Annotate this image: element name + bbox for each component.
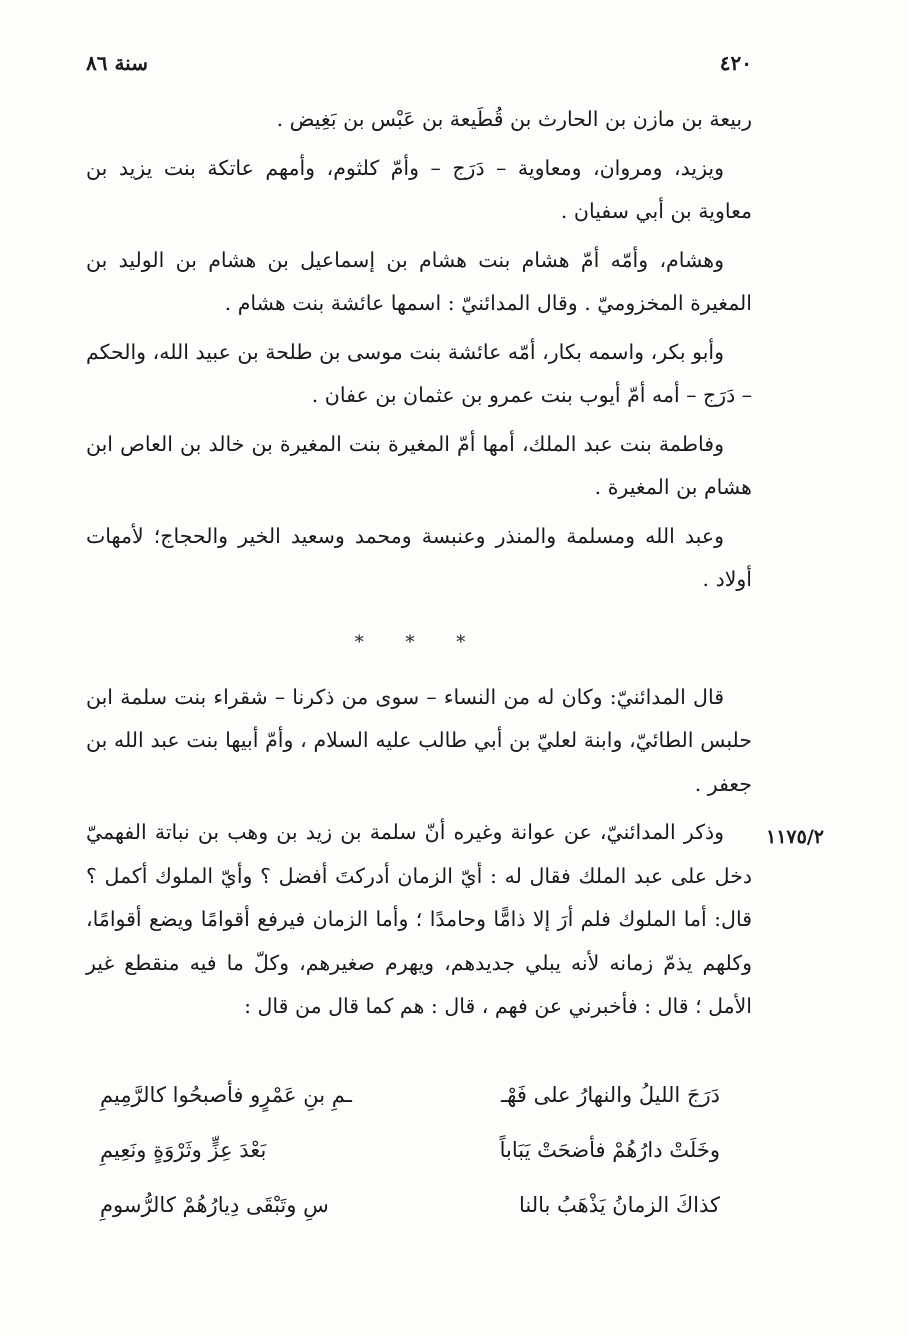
verse-first-hemistich: دَرَجَ الليلُ والنهارُ على فَهْـ xyxy=(501,1083,720,1107)
paragraph: وهشام، وأمّه أمّ هشام بنت هشام بن إسماعيل بن هشام بن الوليد بن المغيرة المخزوميّ . وقال المدائنيّ : اسمها عائشة بنت هشام . xyxy=(86,247,752,315)
poem-verse xyxy=(100,1123,720,1178)
verse-second-hemistich: ـمِ بنِ عَمْرٍو فأصبحُوا كالرَّمِيمِ xyxy=(100,1083,352,1107)
paragraph: وذكر المدائنيّ، عن عوانة وغيره أنّ سلمة بن زيد بن وهب بن نباتة الفهميّ دخل على عبد الملك فقال له : أيّ الزمان أدركتَ أفضل ؟ وأيّ الملوك أكمل ؟ قال: أما الملوك فلم أرَ إلا ذامًّا وحامدًا ؛ وأما الزمان فيرفع أقوامًا ويضع أقوامًا، وكلهم يذمّ زمانه لأنه يبلي جديدهم، ويهرم صغيرهم، وكلّ ما فيه منقطع غير الأمل ؛ قال : فأخبرني عن فهم ، قال : هم كما قال من قال : xyxy=(86,820,752,1018)
verse-first-hemistich: وخَلَتْ دارُهُمْ فأضحَتْ يَبَاباً xyxy=(499,1138,720,1162)
verse-second-hemistich: بَعْدَ عِزٍّ وثَرْوَةٍ ونَعِيمِ xyxy=(100,1138,267,1162)
verse-second-hemistich: سِ وتَبْقَى دِيارُهُمْ كالرُّسومِ xyxy=(100,1193,329,1217)
paragraph: ويزيد، ومروان، ومعاوية – دَرَج – وأمّ كلثوم، وأمهم عاتكة بنت يزيد بن معاوية بن أبي سفيان . xyxy=(86,155,752,223)
paragraph: وأبو بكر، واسمه بكار، أمّه عائشة بنت موسى بن طلحة بن عبيد الله، والحكم – دَرَج – أمه أمّ أيوب بنت عمرو بن عثمان بن عفان . xyxy=(86,339,752,407)
paragraph: قال المدائنيّ: وكان له من النساء – سوى من ذكرنا – شقراء بنت سلمة ابن حلبس الطائيّ، وابنة لعليّ بن أبي طالب عليه السلام ، وأمّ أبيها بنت عبد الله بن جعفر . xyxy=(86,684,752,796)
year-label: سنة ٨٦ xyxy=(86,51,148,75)
section-separator: * * * xyxy=(354,631,484,653)
margin-reference: ١١٧٥/٢ xyxy=(766,826,824,848)
paragraph: ربيعة بن مازن بن الحارث بن قُطَيعة بن عَبْس بن بَغِيض . xyxy=(276,107,752,131)
verse-first-hemistich: كذاكَ الزمانُ يَذْهَبُ بالنا xyxy=(518,1193,720,1217)
paragraph: وعبد الله ومسلمة والمنذر وعنبسة ومحمد وسعيد الخير والحجاج؛ لأمهات أولاد . xyxy=(86,523,752,591)
main-text xyxy=(86,98,752,1034)
poem-verse xyxy=(100,1068,720,1123)
paragraph: وفاطمة بنت عبد الملك، أمها أمّ المغيرة بنت المغيرة بن خالد بن العاص ابن هشام بن المغيرة . xyxy=(86,431,752,499)
poem-verse xyxy=(100,1178,720,1233)
page-number: ٤٢٠ xyxy=(719,51,752,75)
poem xyxy=(100,1068,720,1233)
page-header xyxy=(86,46,752,80)
